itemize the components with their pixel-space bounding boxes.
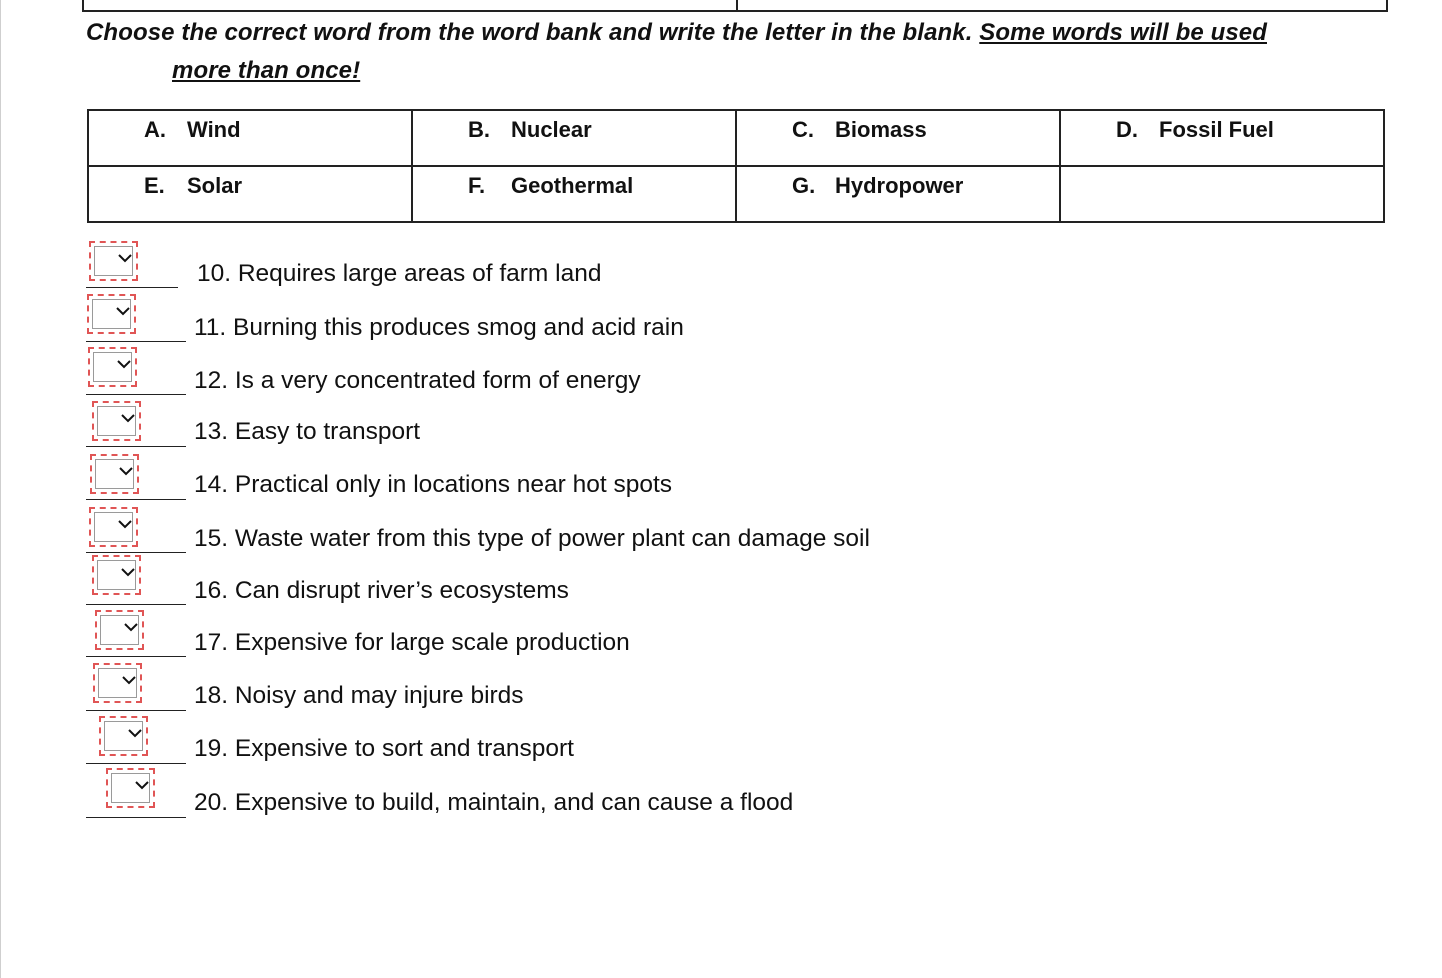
word-bank-cell [88,166,412,222]
question-row [0,238,1442,288]
question-text: 10. Requires large areas of farm land [197,260,602,287]
question-row [0,715,1442,765]
instructions [86,14,1336,90]
word-bank-cell [88,110,412,166]
word-text: Solar [187,173,243,198]
chevron-down-icon [122,675,136,685]
word-bank [87,109,1385,223]
word-letter: D. [1116,117,1138,142]
answer-dropdown[interactable] [95,610,144,650]
question-row [0,451,1442,501]
chevron-down-icon [121,567,135,577]
answer-dropdown[interactable] [89,507,138,547]
question-text: 12. Is a very concentrated form of energy [194,367,641,394]
word-bank-cell [736,166,1060,222]
word-text: Wind [187,117,241,142]
question-row [0,609,1442,659]
word-letter: B. [468,117,490,142]
answer-dropdown[interactable] [88,347,137,387]
word-bank-row [88,110,1384,166]
question-text: 17. Expensive for large scale production [194,629,630,656]
answer-dropdown[interactable] [89,241,138,281]
previous-table-fragment [82,0,1388,12]
word-bank-row [88,166,1384,222]
instructions-text: Choose the correct word from the word bank and write the letter in the blank. [86,19,973,46]
word-bank-cell [1060,110,1384,166]
question-row [0,291,1442,341]
chevron-down-icon [124,622,138,632]
chevron-down-icon [135,780,149,790]
word-text: Nuclear [511,117,592,142]
word-letter: C. [792,117,814,142]
answer-dropdown[interactable] [99,716,148,756]
word-bank-cell [412,166,736,222]
word-bank-cell [736,110,1060,166]
chevron-down-icon [118,519,132,529]
answer-dropdown[interactable] [93,663,142,703]
instructions-emphasis: Some words will be used [979,19,1267,46]
question-row [0,553,1442,603]
question-text: 19. Expensive to sort and transport [194,735,574,762]
question-text: 16. Can disrupt river’s ecosystems [194,577,569,604]
question-text: 20. Expensive to build, maintain, and can cause a flood [194,789,794,816]
answer-dropdown[interactable] [87,294,136,334]
chevron-down-icon [118,253,132,263]
word-letter: F. [468,173,486,198]
question-text: 11. Burning this produces smog and acid rain [194,314,684,341]
answer-dropdown[interactable] [92,401,141,441]
question-text: 18. Noisy and may injure birds [194,682,524,709]
chevron-down-icon [116,306,130,316]
question-text: 13. Easy to transport [194,418,421,445]
question-row [0,767,1442,817]
word-letter: A. [144,117,166,142]
question-row [0,661,1442,711]
question-row [0,344,1442,394]
word-text: Hydropower [835,173,964,198]
chevron-down-icon [117,359,131,369]
chevron-down-icon [128,728,142,738]
question-text: 15. Waste water from this type of power plant can damage soil [194,525,870,552]
word-bank-cell-empty [1060,166,1384,222]
instructions-emphasis-line2: more than once! [172,57,361,84]
answer-dropdown[interactable] [92,555,141,595]
word-text: Geothermal [511,173,634,198]
word-letter: E. [144,173,165,198]
word-text: Fossil Fuel [1159,117,1274,142]
chevron-down-icon [119,466,133,476]
answer-dropdown[interactable] [106,768,155,808]
question-row [0,505,1442,555]
word-bank-cell [412,110,736,166]
word-letter: G. [792,173,816,198]
question-text: 14. Practical only in locations near hot spots [194,471,673,498]
chevron-down-icon [121,413,135,423]
answer-dropdown[interactable] [90,454,139,494]
question-row [0,398,1442,448]
word-text: Biomass [835,117,927,142]
